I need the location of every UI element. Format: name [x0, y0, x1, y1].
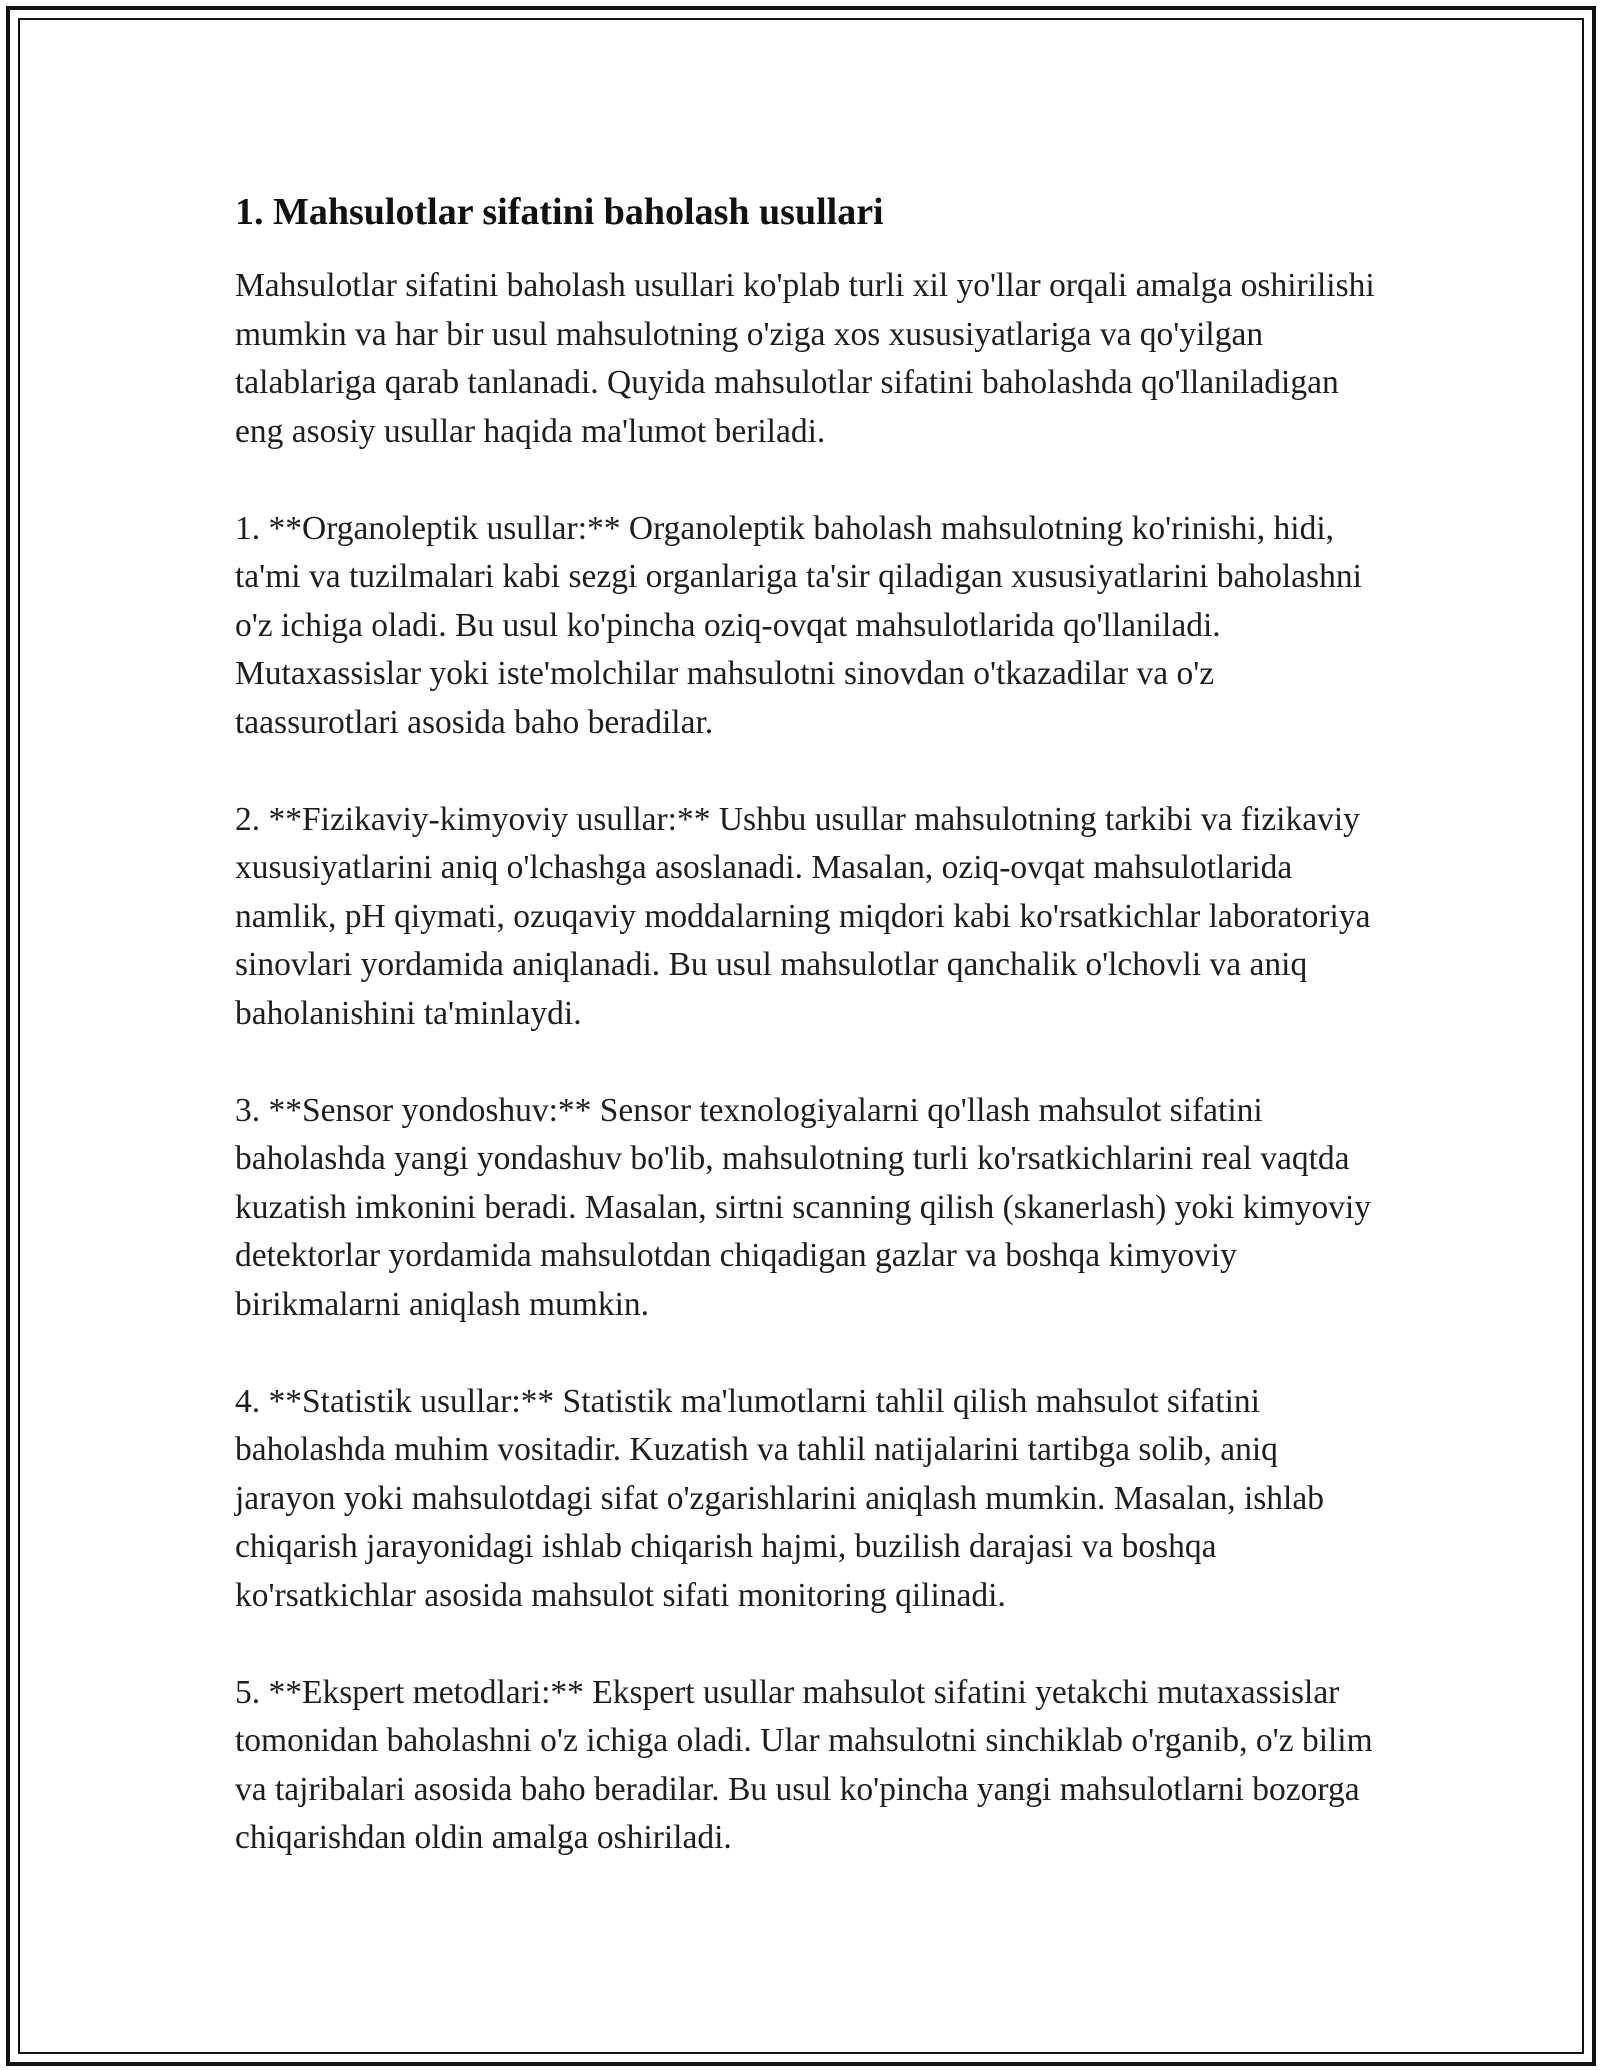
section-title: 1. Mahsulotlar sifatini baholash usullari — [235, 191, 884, 233]
paragraph-sensor: 3. **Sensor yondoshuv:** Sensor texnologiyalarni qo'llash mahsulot sifatini baholashda yangi yondashuv bo'lib, mahsulotning turli ko'rsatkichlarini real vaqtda kuzatish imkonini beradi. Masalan, sirtni scanning qilish (skanerlash) yoki kimyoviy detektorlar yordamida mahsulotdan chiqadigan gazlar va boshqa kimyoviy birikmalarni aniqlash mumkin. — [235, 1091, 1372, 1323]
document-body — [235, 186, 1385, 1911]
paragraph-expert: 5. **Ekspert metodlari:** Ekspert usullar mahsulot sifatini yetakchi mutaxassislar tomonidan baholashni o'z ichiga oladi. Ular mahsulotni sinchiklab o'rganib, o'z bilim va tajribalari asosida baho beradilar. Bu usul ko'pincha yangi mahsulotlarni bozorga chiqarishdan oldin amalga oshiriladi. — [235, 1673, 1373, 1856]
paragraph-physicochemical: 2. **Fizikaviy-kimyoviy usullar:** Ushbu usullar mahsulotning tarkibi va fizikaviy xususiyatlarini aniq o'lchashga asoslanadi. Masalan, oziq-ovqat mahsulotlarida namlik, pH qiymati, ozuqaviy moddalarning miqdori kabi ko'rsatkichlar laboratoriya sinovlari yordamida aniqlanadi. Bu usul mahsulotlar qanchalik o'lchovli va aniq baholanishini ta'minlaydi. — [235, 800, 1371, 1032]
intro-paragraph: Mahsulotlar sifatini baholash usullari ko'plab turli xil yo'llar orqali amalga oshirilishi mumkin va har bir usul mahsulotning o'ziga xos xususiyatlariga va qo'yilgan talablariga qarab tanlanadi. Quyida mahsulotlar sifatini baholashda qo'llaniladigan eng asosiy usullar haqida ma'lumot beriladi. — [235, 267, 1375, 450]
paragraph-statistical: 4. **Statistik usullar:** Statistik ma'lumotlarni tahlil qilish mahsulot sifatini baholashda muhim vositadir. Kuzatish va tahlil natijalarini tartibga solib, aniq jarayon yoki mahsulotdagi sifat o'zgarishlarini aniqlash mumkin. Masalan, ishlab chiqarish jarayonidagi ishlab chiqarish hajmi, buzilish darajasi va boshqa ko'rsatkichlar asosida mahsulot sifati monitoring qilinadi. — [235, 1382, 1324, 1614]
paragraph-organoleptic: 1. **Organoleptik usullar:** Organoleptik baholash mahsulotning ko'rinishi, hidi, ta'mi va tuzilmalari kabi sezgi organlariga ta'sir qiladigan xususiyatlarini baholashni o'z ichiga oladi. Bu usul ko'pincha oziq-ovqat mahsulotlarida qo'llaniladi. Mutaxassislar yoki iste'molchilar mahsulotni sinovdan o'tkazadilar va o'z taassurotlari asosida baho beradilar. — [235, 509, 1362, 741]
